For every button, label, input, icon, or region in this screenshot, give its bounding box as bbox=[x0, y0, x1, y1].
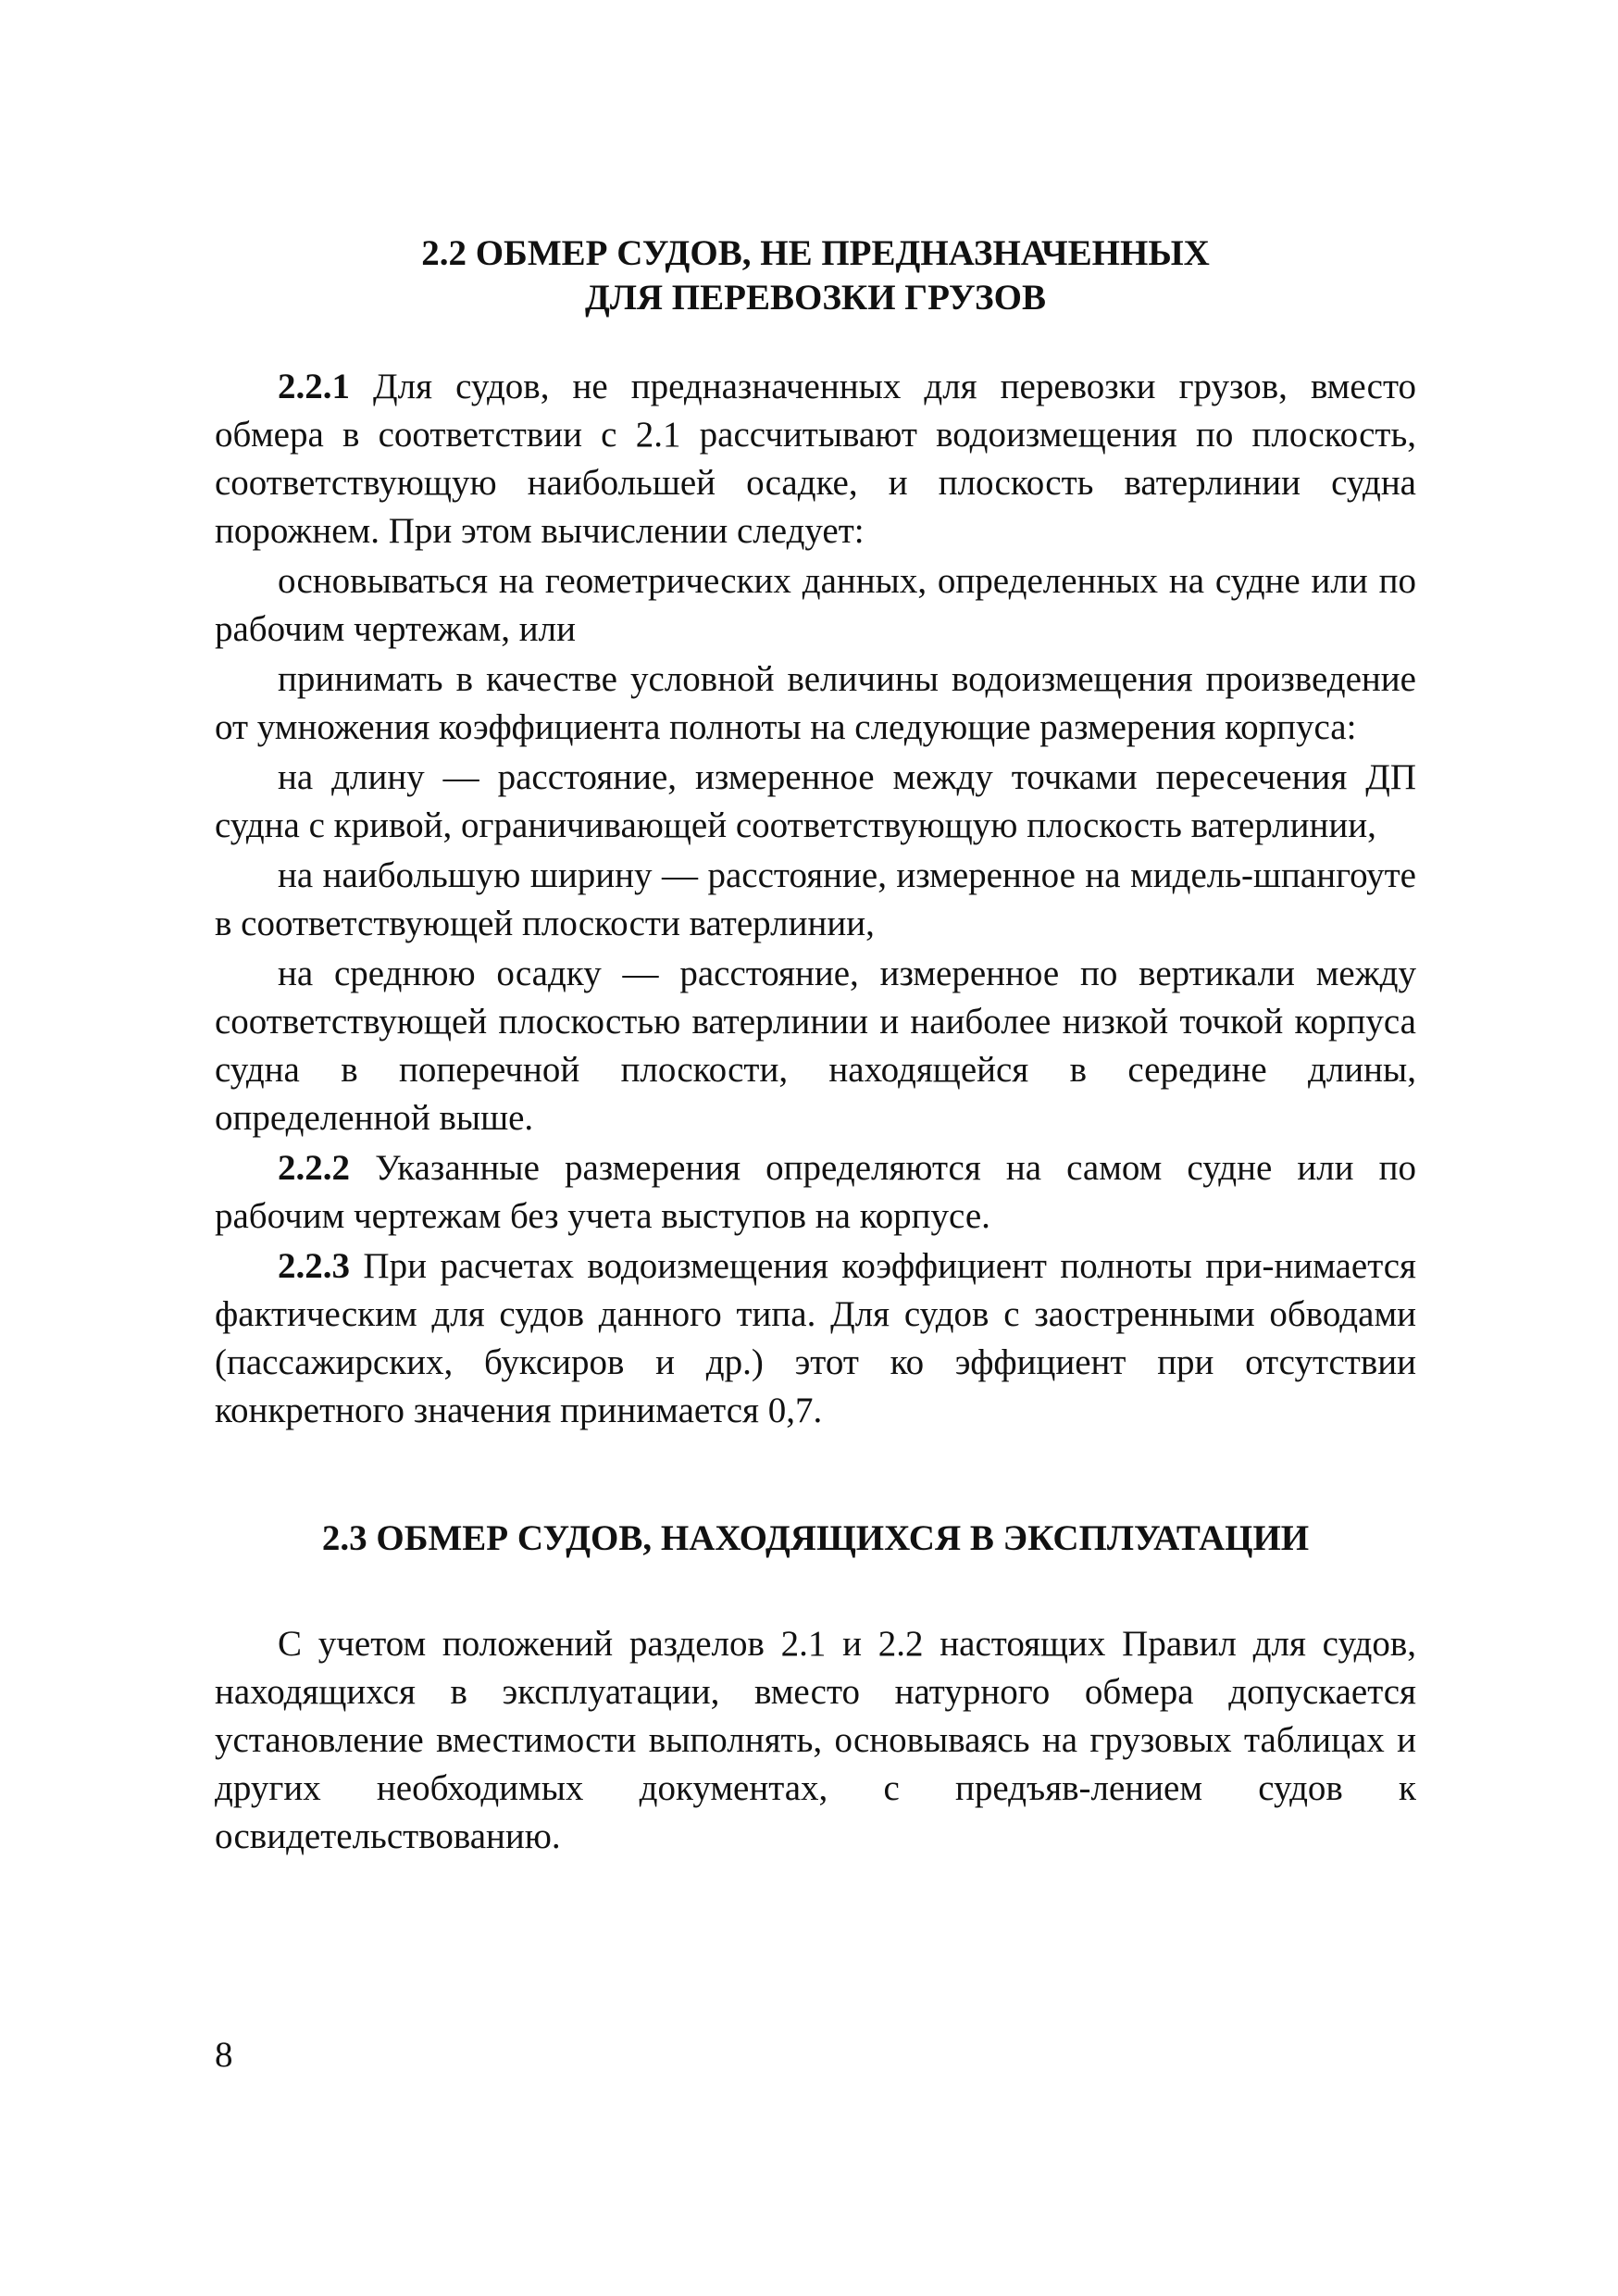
paragraph-text: При расчетах водоизмещения коэффициент полноты при-нимается фактическим для судов данного типа. Для судов с заостренными обводами (пассажирских, буксиров и др.) этот ко эффициент при отсутствии конкретного значения принимается 0,7. bbox=[215, 1246, 1416, 1430]
page-content bbox=[215, 231, 1416, 1863]
paragraph-text: С учетом положений разделов 2.1 и 2.2 настоящих Правил для судов, находящихся в эксплуатации, вместо натурного обмера допускается установление вместимости выполнять, основываясь на грузовых таблицах и других необходимых документах, с предъяв-лением судов к освидетельствованию. bbox=[215, 1624, 1416, 1856]
paragraph-text: основываться на геометрических данных, определенных на судне или по рабочим чертежам, или bbox=[215, 561, 1416, 649]
paragraph-draft bbox=[215, 950, 1416, 1142]
section-2-2-heading-line-2: ДЛЯ ПЕРЕВОЗКИ ГРУЗОВ bbox=[585, 278, 1046, 318]
section-2-3-body bbox=[215, 1620, 1416, 1861]
section-2-3-heading: 2.3 ОБМЕР СУДОВ, НАХОДЯЩИХСЯ В ЭКСПЛУАТАЦИИ bbox=[321, 1518, 1310, 1558]
paragraph-text: на среднюю осадку — расстояние, измеренное по вертикали между соответствующей плоскостью ватерлинии и наиболее низкой точкой корпуса судна в поперечной плоскости, находящейся в середине длины, определенной выше. bbox=[215, 954, 1416, 1138]
paragraph-2-2-2 bbox=[215, 1144, 1416, 1241]
page-number: 8 bbox=[215, 2035, 233, 2075]
paragraph-width bbox=[215, 852, 1416, 948]
paragraph-text: Для судов, не предназначенных для перевозки грузов, вместо обмера в соответствии с 2.1 рассчитывают водоизмещения по плоскость, соответствующую наибольшей осадке, и плоскость ватерлинии судна порожнем. При этом вычислении следует: bbox=[215, 367, 1416, 551]
paragraph-2-2-1 bbox=[215, 363, 1416, 555]
paragraph-text: Указанные размерения определяются на самом судне или по рабочим чертежам без учета выступов на корпусе. bbox=[215, 1148, 1416, 1236]
paragraph-text: на длину — расстояние, измеренное между точками пересечения ДП судна с кривой, ограничивающей соответствующую плоскость ватерлинии, bbox=[215, 757, 1416, 845]
paragraph-2-3 bbox=[215, 1620, 1416, 1861]
paragraph-conditional-displacement bbox=[215, 655, 1416, 752]
clause-number: 2.2.1 bbox=[278, 367, 350, 406]
paragraph-length bbox=[215, 754, 1416, 850]
paragraph-text: принимать в качестве условной величины водоизмещения произведение от умножения коэффициента полноты на следующие размерения корпуса: bbox=[215, 659, 1416, 747]
section-2-2-body bbox=[215, 363, 1416, 1435]
section-2-2-heading bbox=[215, 231, 1416, 320]
paragraph-2-2-3 bbox=[215, 1242, 1416, 1435]
paragraph-text: на наибольшую ширину — расстояние, измеренное на мидель-шпангоуте в соответствующей плоскости ватерлинии, bbox=[215, 855, 1416, 943]
paragraph-geometric-data bbox=[215, 557, 1416, 654]
section-2-2-heading-line-1: 2.2 ОБМЕР СУДОВ, НЕ ПРЕДНАЗНАЧЕННЫХ bbox=[421, 233, 1210, 273]
clause-number: 2.2.3 bbox=[278, 1246, 350, 1286]
clause-number: 2.2.2 bbox=[278, 1148, 350, 1188]
